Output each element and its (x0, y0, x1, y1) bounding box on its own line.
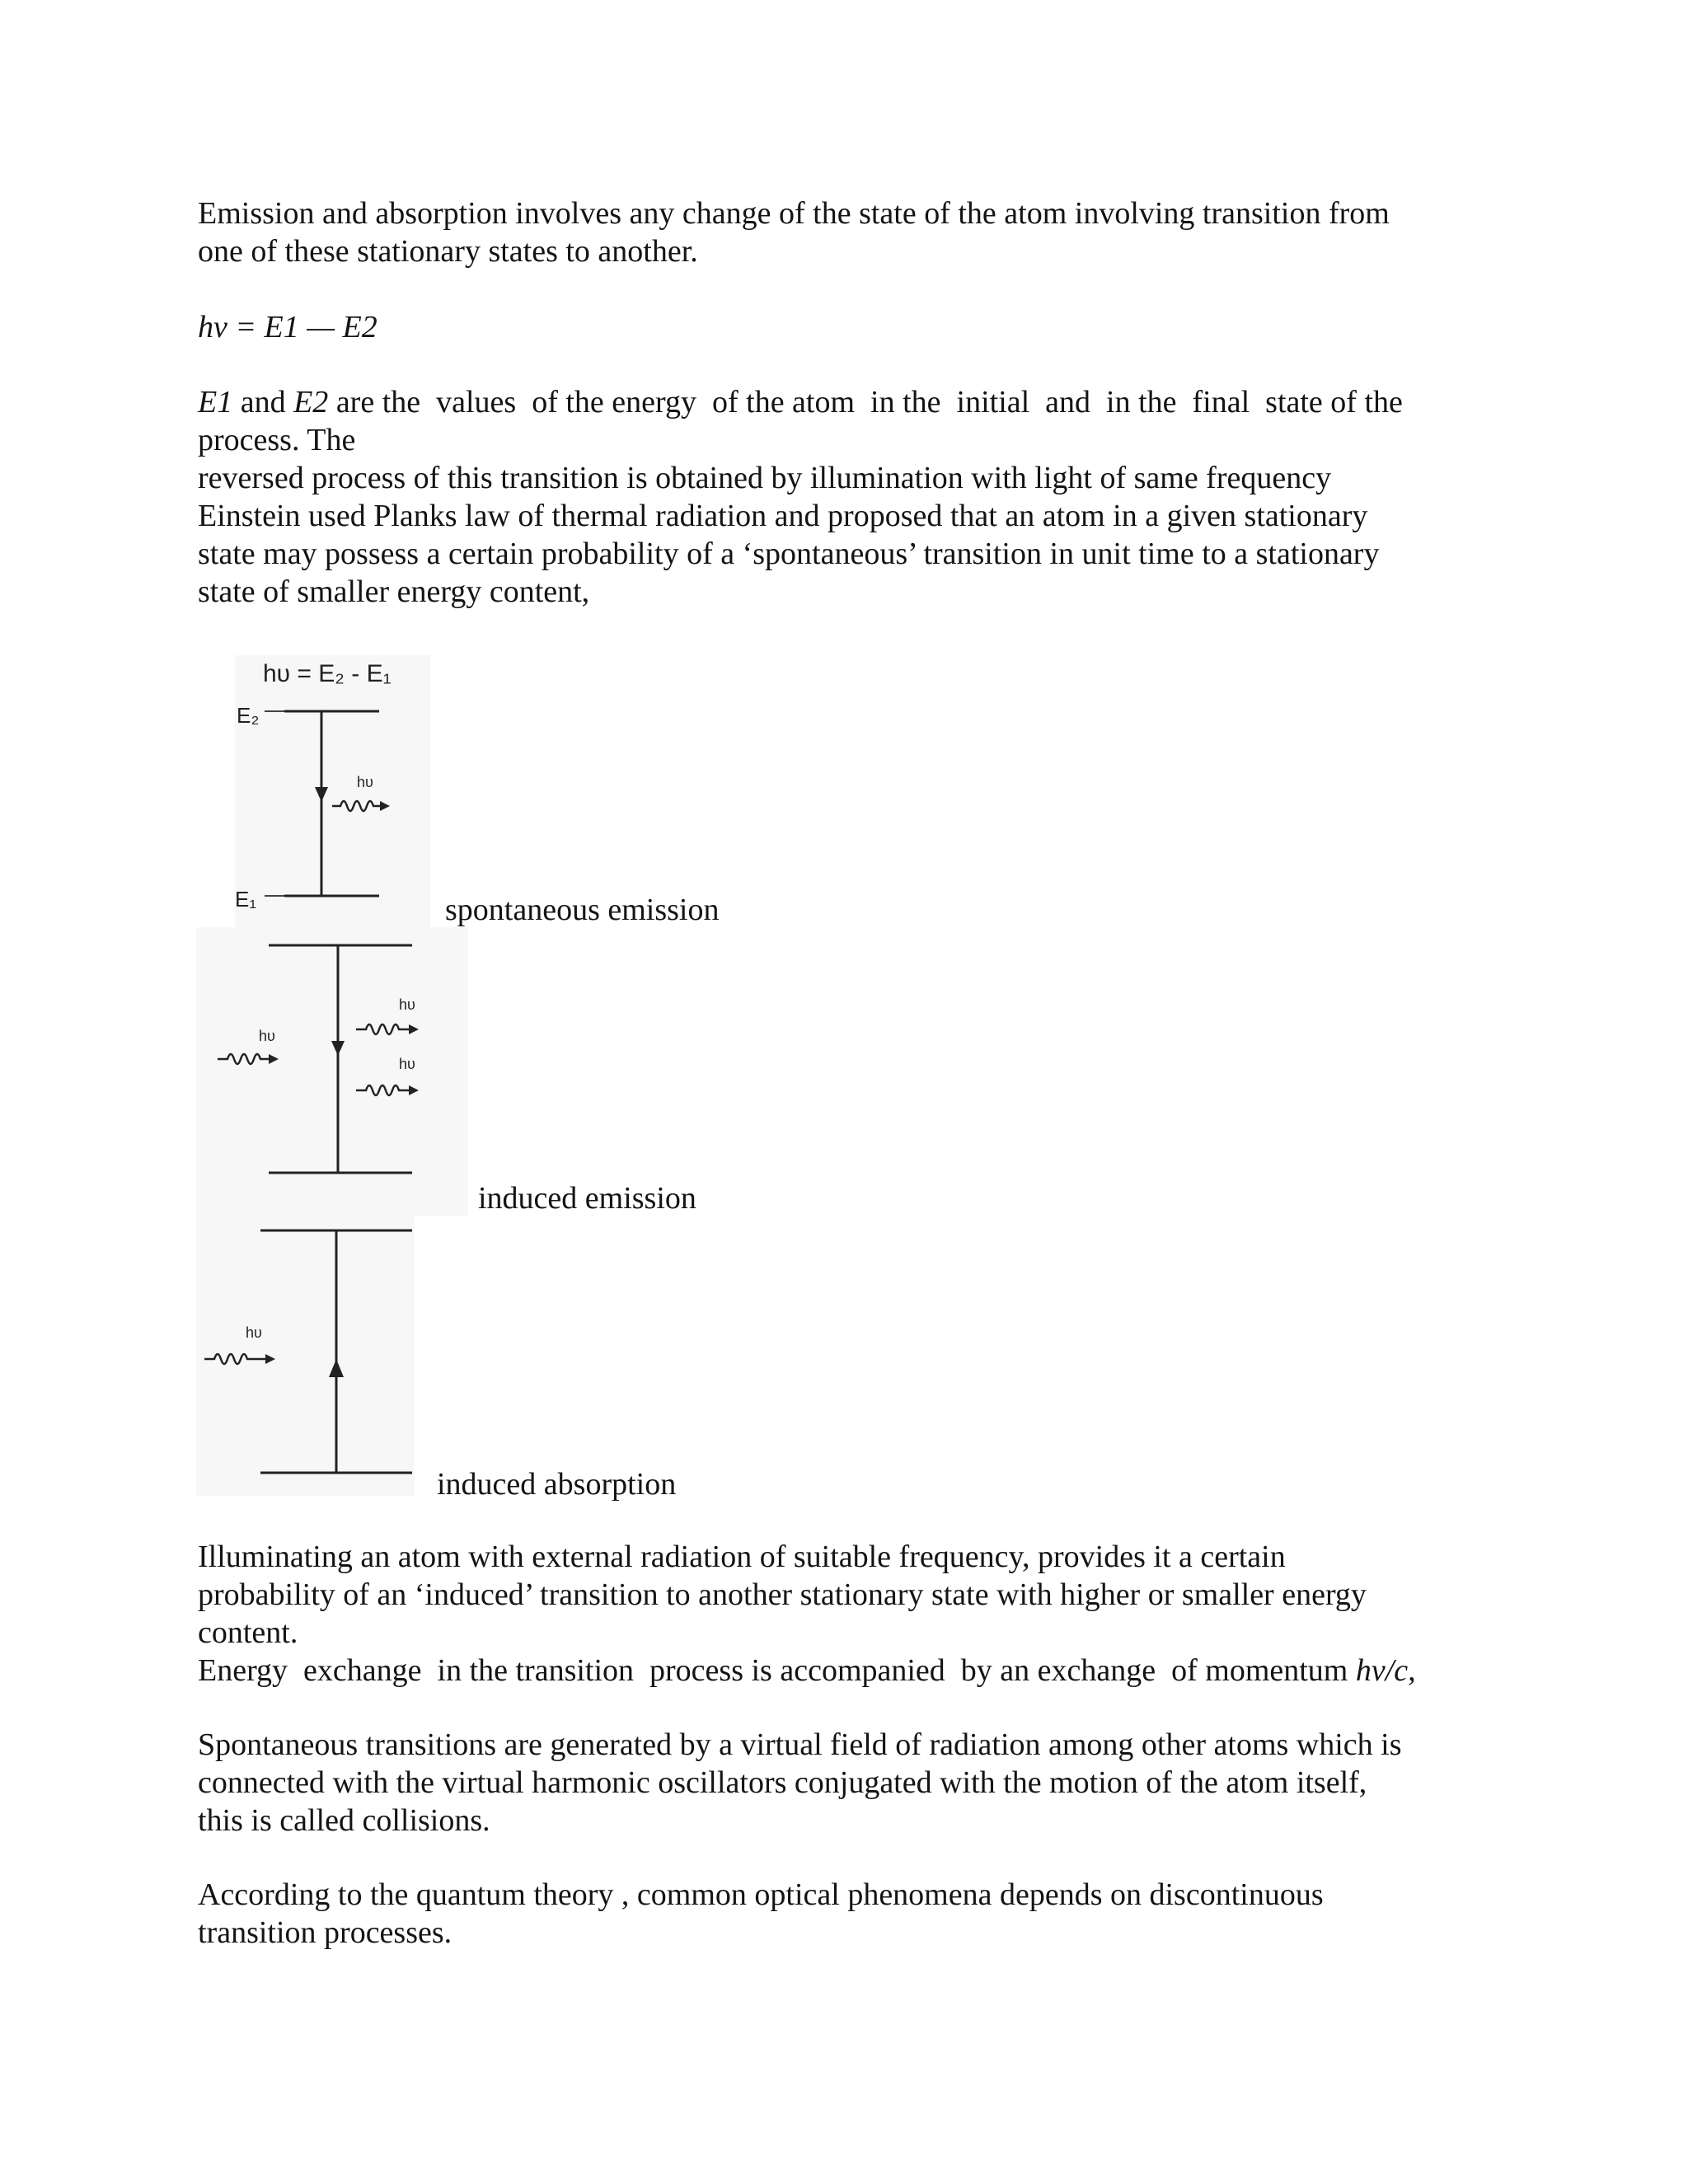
text-line (198, 1652, 1484, 1690)
induced-emission-caption: induced emission (478, 1181, 696, 1216)
text-line: one of these stationary states to another. (198, 234, 698, 269)
incoming-photon-label: hυ (259, 1028, 275, 1044)
paragraph-illumination (198, 1538, 1484, 1690)
spontaneous-emission-diagram (235, 655, 430, 927)
text-line: state of smaller energy content, (198, 574, 590, 609)
text-fragment: Energy exchange in the transition process is accompanied by an exchange of momentum (198, 1653, 1356, 1688)
text-line: connected with the virtual harmonic oscillators conjugated with the motion of the atom itself, (198, 1765, 1367, 1800)
text-line: Einstein used Planks law of thermal radiation and proposed that an atom in a given stationary (198, 499, 1368, 533)
variable-e2: E2 (293, 385, 329, 419)
paragraph-quantum-theory (198, 1876, 1484, 1952)
diagram-equation: hυ = E₂ - E₁ (263, 660, 392, 687)
incoming-photon-label: hυ (246, 1324, 262, 1341)
induced-emission-diagram (196, 927, 468, 1216)
arrowhead-icon (380, 801, 390, 811)
outgoing-photon-label: hυ (399, 996, 415, 1013)
paragraph-intro (198, 194, 1484, 270)
text-line (198, 383, 1484, 421)
up-arrow-icon (329, 1359, 344, 1377)
text-line: this is called collisions. (198, 1803, 490, 1838)
variable-e1: E1 (198, 385, 233, 419)
text-line: content. (198, 1615, 298, 1650)
text-line: According to the quantum theory , common optical phenomena depends on discontinuous (198, 1877, 1324, 1912)
text-line: state may possess a certain probability of a ‘spontaneous’ transition in unit time to a stationary (198, 537, 1380, 571)
incoming-photon-wave-icon (204, 1354, 267, 1364)
paragraph-energy-values (198, 383, 1484, 611)
text-line: transition processes. (198, 1915, 452, 1950)
photon-wave-icon (332, 801, 382, 811)
text-line: Emission and absorption involves any change of the state of the atom involving transition from (198, 196, 1390, 231)
arrowhead-icon (409, 1024, 419, 1034)
momentum-expression: hv/c, (1355, 1653, 1416, 1688)
arrowhead-icon (265, 1354, 275, 1364)
down-arrow-icon (331, 1041, 345, 1056)
lower-level-label: E₁ (235, 887, 257, 912)
text-fragment: and (232, 385, 294, 419)
spontaneous-emission-caption: spontaneous emission (445, 893, 720, 927)
induced-absorption-caption: induced absorption (437, 1467, 677, 1502)
text-line: probability of an ‘induced’ transition to another stationary state with higher or smaller energy (198, 1577, 1367, 1612)
arrowhead-icon (269, 1054, 279, 1064)
energy-formula: hv = E1 — E2 (198, 310, 377, 344)
induced-absorption-diagram (196, 1216, 415, 1496)
text-line: process. The (198, 423, 356, 457)
text-line: Spontaneous transitions are generated by a virtual field of radiation among other atoms which is (198, 1727, 1402, 1762)
text-fragment: are the values of the energy of the atom in the initial and in the final state of the (328, 385, 1403, 419)
paragraph-spontaneous-transitions (198, 1726, 1484, 1840)
text-line: Illuminating an atom with external radiation of suitable frequency, provides it a certain (198, 1540, 1286, 1574)
upper-level-label: E₂ (237, 703, 260, 728)
incoming-photon-wave-icon (218, 1054, 270, 1064)
down-arrow-icon (315, 787, 328, 802)
outgoing-photon-wave-icon (356, 1085, 410, 1095)
photon-label: hυ (357, 774, 373, 790)
text-line: reversed process of this transition is obtained by illumination with light of same frequency (198, 461, 1332, 495)
outgoing-photon-wave-icon (356, 1024, 410, 1034)
outgoing-photon-label: hυ (399, 1056, 415, 1072)
arrowhead-icon (409, 1085, 419, 1095)
